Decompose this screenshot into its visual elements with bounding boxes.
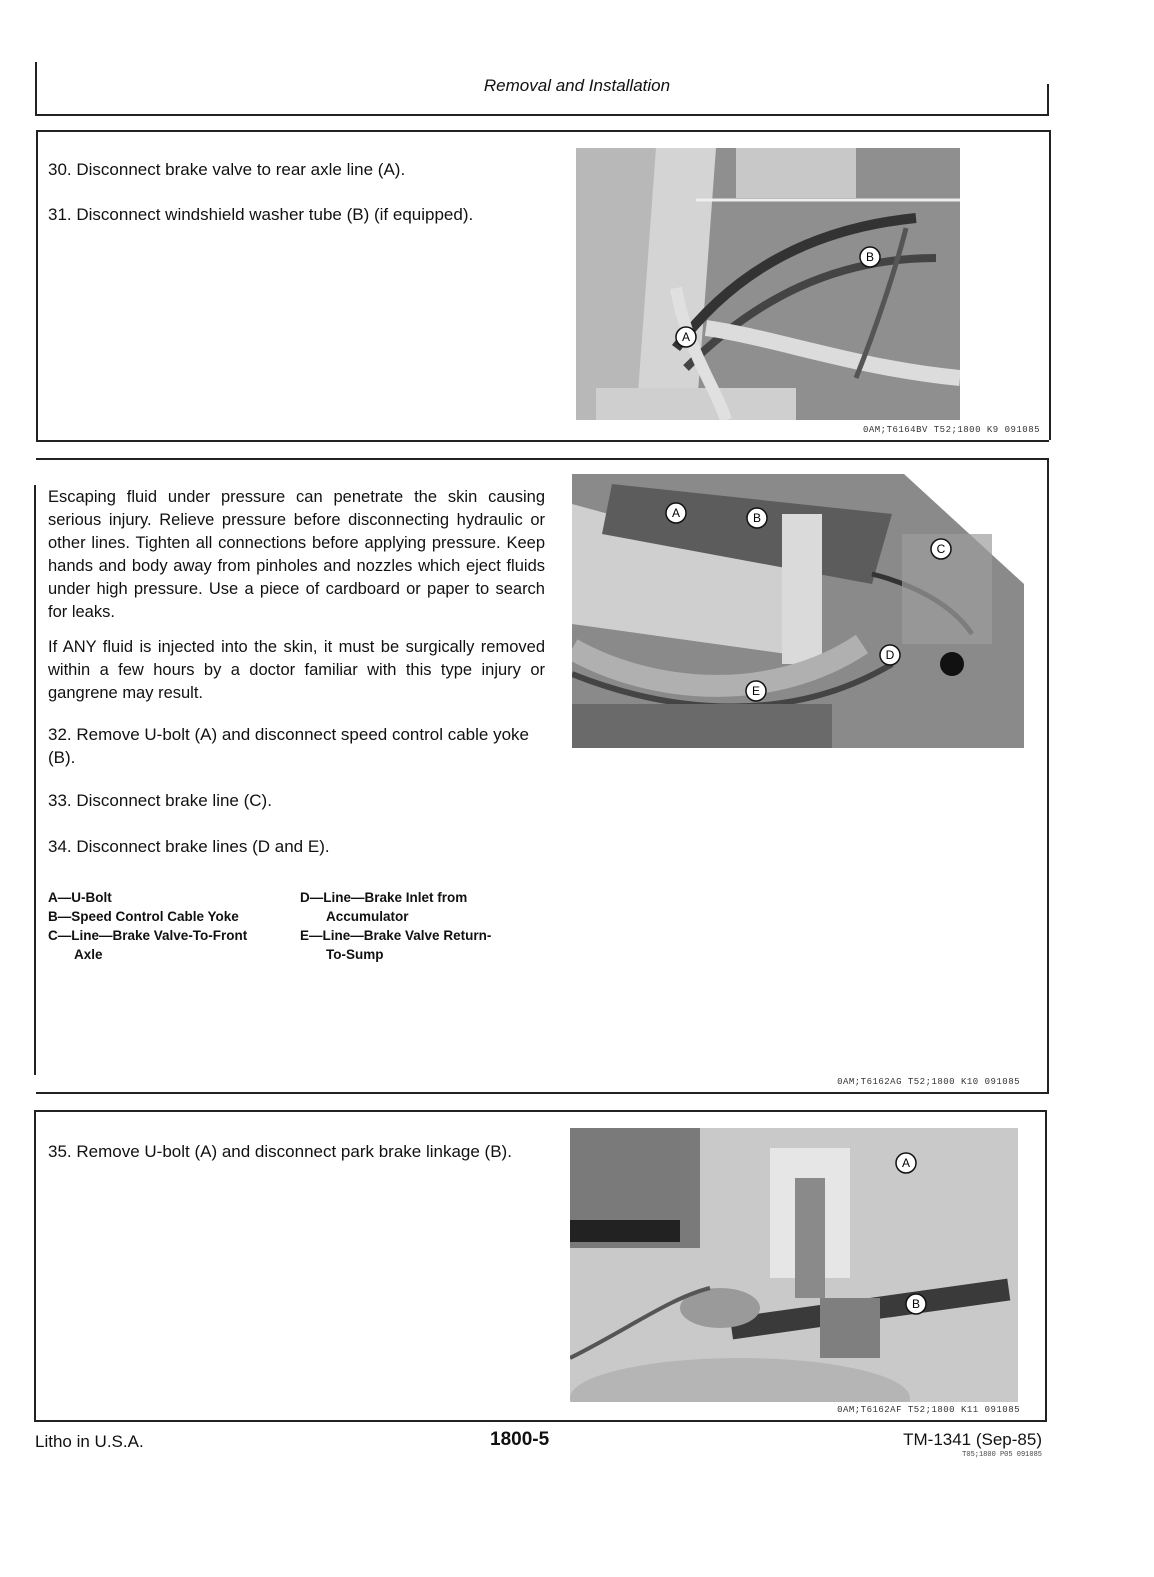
figure-code-k11: 0AM;T6162AF T52;1800 K11 091085 (837, 1405, 1020, 1415)
callout-letter: B (911, 1297, 921, 1311)
photo-brake-lines-washer-tube (576, 148, 960, 420)
callout-c-section2 (929, 537, 959, 566)
step-34: 34. Disconnect brake lines (D and E). (48, 837, 330, 856)
legend-item-c: C—Line—Brake Valve-To-Front (48, 928, 248, 943)
section3-steps (48, 1140, 546, 1163)
legend-item-b: B—Speed Control Cable Yoke (48, 909, 239, 924)
callout-e-section2 (744, 679, 774, 708)
callout-b-section3 (904, 1292, 934, 1321)
step-33: 33. Disconnect brake line (C). (48, 791, 272, 810)
figure-code-k9: 0AM;T6164BV T52;1800 K9 091085 (862, 425, 1040, 435)
figure-code-k10: 0AM;T6162AG T52;1800 K10 091085 (837, 1077, 1020, 1087)
callout-b-section1 (858, 245, 888, 274)
step-30: 30. Disconnect brake valve to rear axle line (A). (48, 160, 406, 179)
legend-item-d-cont: Accumulator (326, 909, 409, 924)
callout-letter: B (865, 250, 875, 264)
section2-text (48, 486, 545, 858)
footer-code: T05;1800 P05 091085 (962, 1451, 1042, 1459)
callout-a-section3 (894, 1151, 924, 1180)
callout-letter: E (751, 684, 761, 698)
callout-letter: A (901, 1156, 911, 1170)
callout-letter: A (681, 330, 691, 344)
footer-page-number: 1800-5 (490, 1429, 550, 1450)
step-31: 31. Disconnect windshield washer tube (B) (if equipped). (48, 205, 474, 224)
warning-paragraph-2: If ANY fluid is injected into the skin, it must be surgically removed within a few hours by a doctor familiar with this type injury or gangrene may result. (48, 638, 545, 702)
legend-item-a: A—U-Bolt (48, 890, 112, 905)
step-32: 32. Remove U-bolt (A) and disconnect speed control cable yoke (B). (48, 725, 529, 767)
section1-steps (48, 158, 548, 226)
photo-ubolt-park-brake-linkage (570, 1128, 1018, 1402)
footer-manual-id: TM-1341 (Sep-85) (903, 1430, 1042, 1449)
legend-item-d: D—Line—Brake Inlet from (300, 890, 468, 905)
callout-b-section2 (745, 506, 775, 535)
callout-letter: B (752, 511, 762, 525)
legend-item-e: E—Line—Brake Valve Return- (300, 928, 492, 943)
callout-letter: A (671, 506, 681, 520)
callout-a-section2 (664, 501, 694, 530)
legend-item-c-cont: Axle (74, 947, 103, 962)
legend-right (300, 888, 550, 964)
warning-paragraph-1: Escaping fluid under pressure can penetrate the skin causing serious injury. Relieve pressure before disconnecting hydraulic or other lines. Tighten all connections before applying pressure. Keep hands and body away from pinholes and nozzles which eject fluids under high pressure. Use a piece of cardboard or paper to search for leaks. (48, 488, 545, 621)
legend-left (48, 888, 298, 964)
callout-letter: C (936, 542, 946, 556)
legend-item-e-cont: To-Sump (326, 947, 384, 962)
callout-d-section2 (878, 643, 908, 672)
footer-litho: Litho in U.S.A. (35, 1432, 144, 1451)
photo-ubolt-cable-yoke-brake-lines (572, 474, 1024, 748)
callout-letter: D (885, 648, 895, 662)
step-35: 35. Remove U-bolt (A) and disconnect park brake linkage (B). (48, 1142, 512, 1161)
page-header-title: Removal and Installation (483, 76, 671, 95)
callout-a-section1 (674, 325, 704, 354)
